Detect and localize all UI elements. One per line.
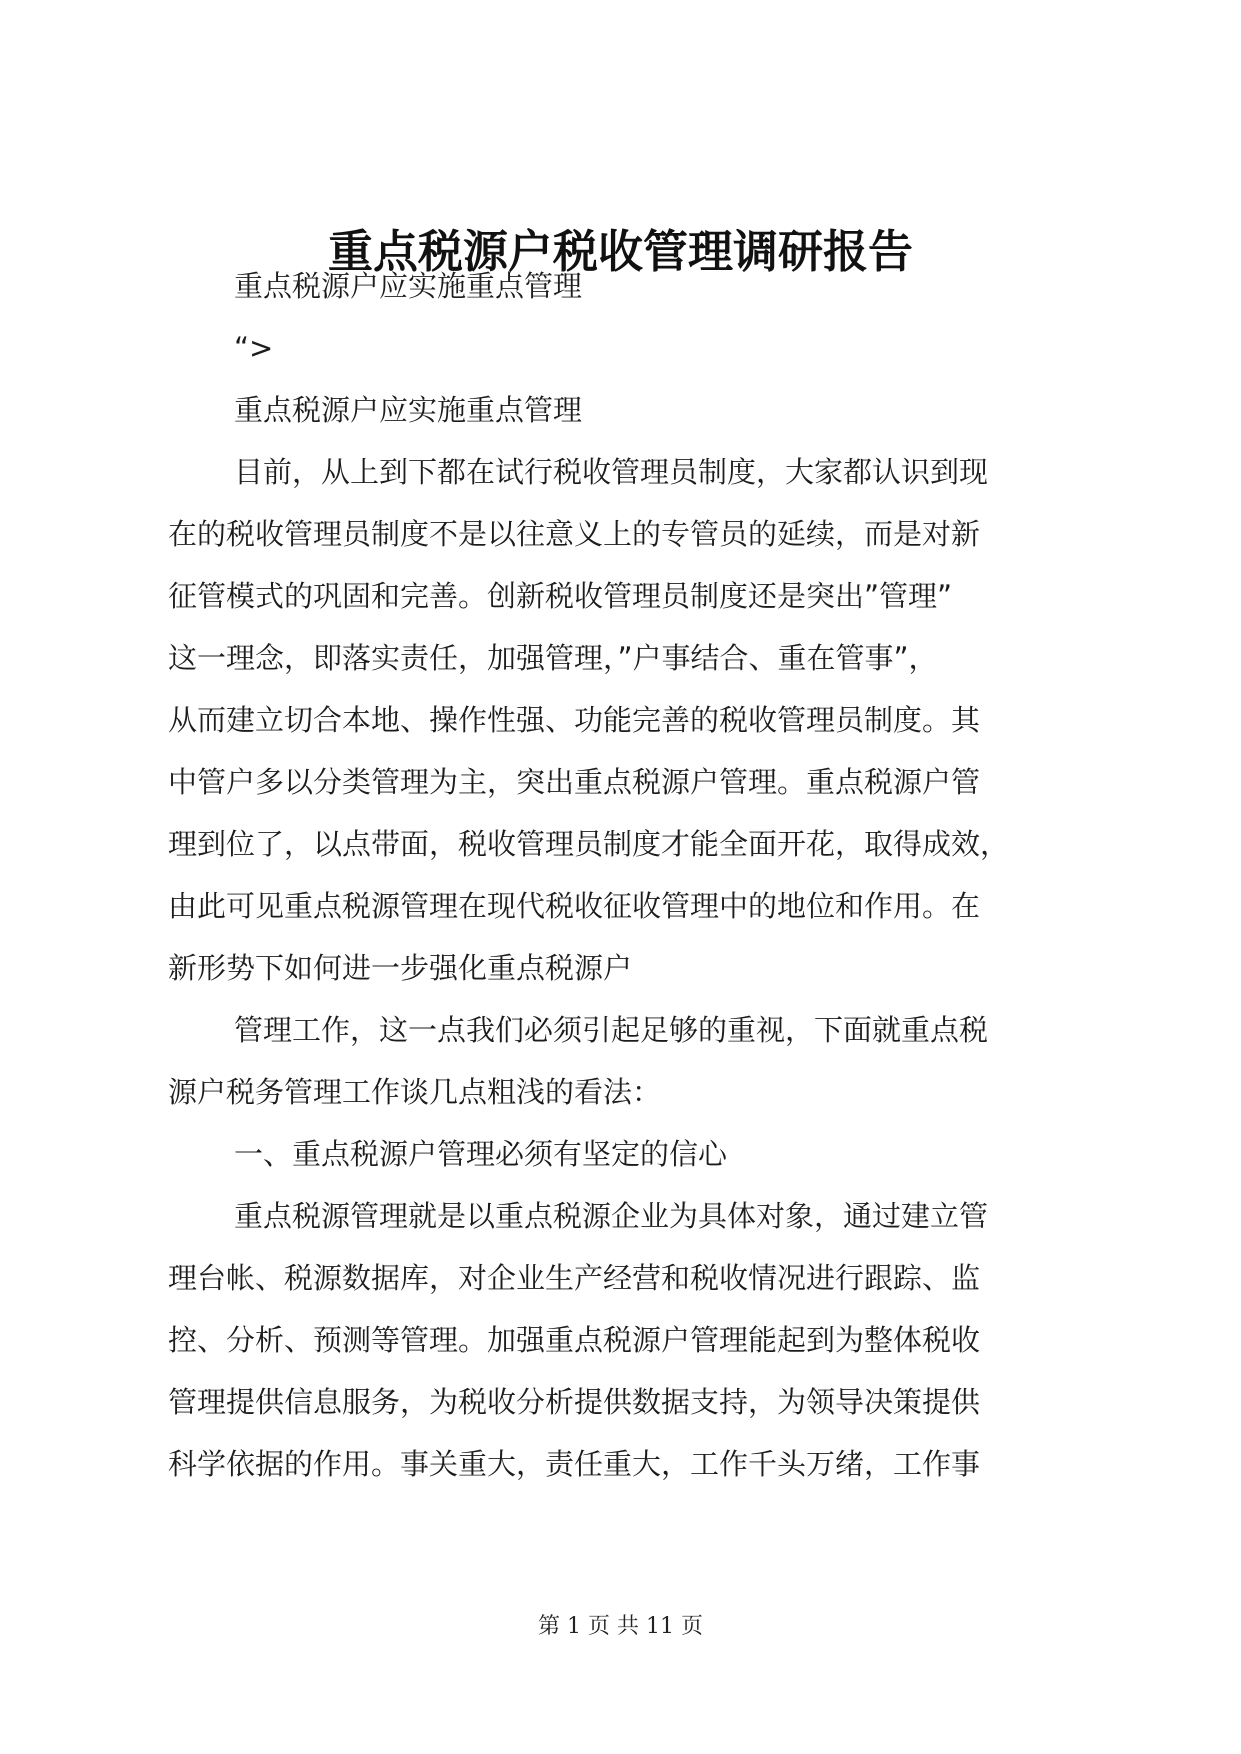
body-line: 在的税收管理员制度不是以往意义上的专管员的延续，而是对新	[168, 517, 981, 551]
section-heading: 一、重点税源户管理必须有坚定的信心	[234, 1137, 728, 1171]
body-line: 理台帐、税源数据库，对企业生产经营和税收情况进行跟踪、监	[168, 1261, 981, 1295]
body-line: 源户税务管理工作谈几点粗浅的看法：	[168, 1075, 662, 1109]
body-line: 从而建立切合本地、操作性强、功能完善的税收管理员制度。其	[168, 703, 981, 737]
body-line: 管理提供信息服务，为税收分析提供数据支持，为领导决策提供	[168, 1385, 981, 1419]
document-body	[168, 255, 1088, 1495]
body-line: 由此可见重点税源管理在现代税收征收管理中的地位和作用。在	[168, 889, 981, 923]
body-line: 征管模式的巩固和完善。创新税收管理员制度还是突出”管理”	[168, 579, 953, 613]
body-line: 目前，从上到下都在试行税收管理员制度，大家都认识到现	[234, 455, 989, 489]
body-line: 管理工作，这一点我们必须引起足够的重视，下面就重点税	[234, 1013, 989, 1047]
body-line: 中管户多以分类管理为主，突出重点税源户管理。重点税源户管	[168, 765, 981, 799]
page-number-footer: 第 1 页 共 11 页	[538, 1614, 703, 1639]
body-line: 科学依据的作用。事关重大，责任重大，工作千头万绪，工作事	[168, 1447, 981, 1481]
body-line: 控、分析、预测等管理。加强重点税源户管理能起到为整体税收	[168, 1323, 981, 1357]
body-line: 新形势下如何进一步强化重点税源户	[168, 951, 633, 985]
body-line: 这一理念，即落实责任，加强管理，”户事结合、重在管事”，	[168, 641, 938, 675]
body-line: 重点税源户应实施重点管理	[234, 269, 583, 303]
body-line: 重点税源管理就是以重点税源企业为具体对象，通过建立管	[234, 1199, 989, 1233]
body-line: “>	[234, 331, 274, 365]
body-line: 理到位了，以点带面，税收管理员制度才能全面开花，取得成效，	[168, 827, 1010, 861]
document-title: 重点税源户税收管理调研报告	[327, 225, 913, 278]
body-line: 重点税源户应实施重点管理	[234, 393, 583, 427]
